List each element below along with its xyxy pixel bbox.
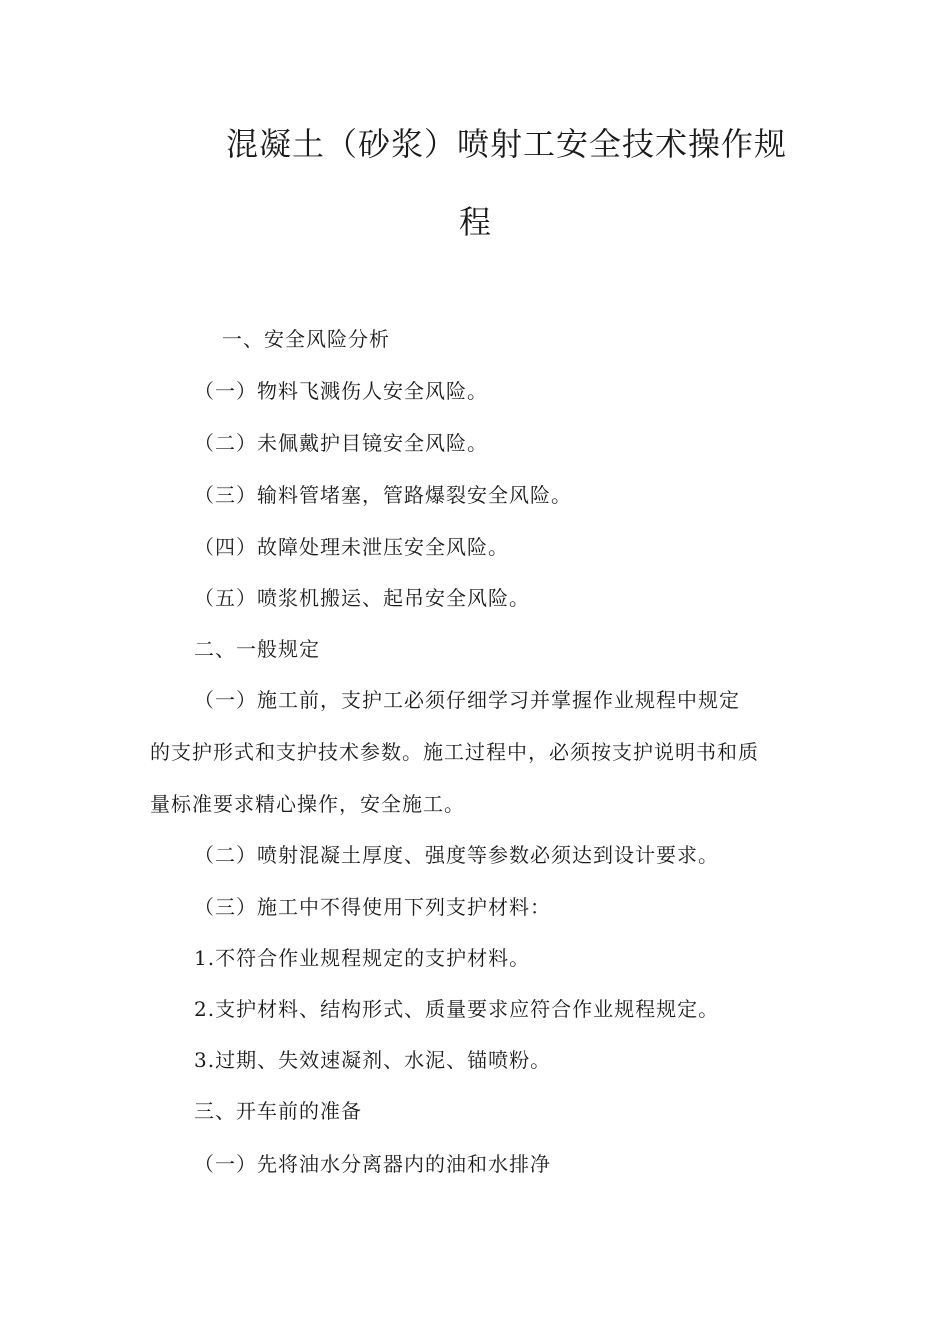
rule-1-line-2: 的支护形式和支护技术参数。施工过程中，必须按支护说明书和质 bbox=[150, 740, 759, 764]
rule-1-line-1: （一）施工前，支护工必须仔细学习并掌握作业规程中规定 bbox=[194, 688, 740, 712]
section-heading-general-rules: 二、一般规定 bbox=[194, 637, 320, 661]
risk-item-2: （二）未佩戴护目镜安全风险。 bbox=[194, 431, 488, 455]
document-title-line-2: 程 bbox=[459, 203, 493, 241]
rule-3-item-3: 3.过期、失效速凝剂、水泥、锚喷粉。 bbox=[194, 1048, 552, 1072]
risk-item-4: （四）故障处理未泄压安全风险。 bbox=[194, 535, 509, 559]
risk-item-3: （三）输料管堵塞，管路爆裂安全风险。 bbox=[194, 483, 572, 507]
rule-3-item-2: 2.支护材料、结构形式、质量要求应符合作业规程规定。 bbox=[194, 997, 720, 1021]
rule-1-line-3: 量标准要求精心操作，安全施工。 bbox=[150, 792, 465, 816]
rule-2: （二）喷射混凝土厚度、强度等参数必须达到设计要求。 bbox=[194, 843, 719, 867]
section-heading-safety-risk: 一、安全风险分析 bbox=[222, 327, 390, 351]
risk-item-1: （一）物料飞溅伤人安全风险。 bbox=[194, 379, 488, 403]
section-heading-pre-start: 三、开车前的准备 bbox=[194, 1099, 362, 1123]
prep-item-1: （一）先将油水分离器内的油和水排净 bbox=[194, 1152, 551, 1176]
document-title-line-1: 混凝土（砂浆）喷射工安全技术操作规 bbox=[226, 125, 788, 163]
rule-3-item-1: 1.不符合作业规程规定的支护材料。 bbox=[194, 946, 531, 970]
risk-item-5: （五）喷浆机搬运、起吊安全风险。 bbox=[194, 586, 530, 610]
rule-3: （三）施工中不得使用下列支护材料： bbox=[194, 895, 551, 919]
